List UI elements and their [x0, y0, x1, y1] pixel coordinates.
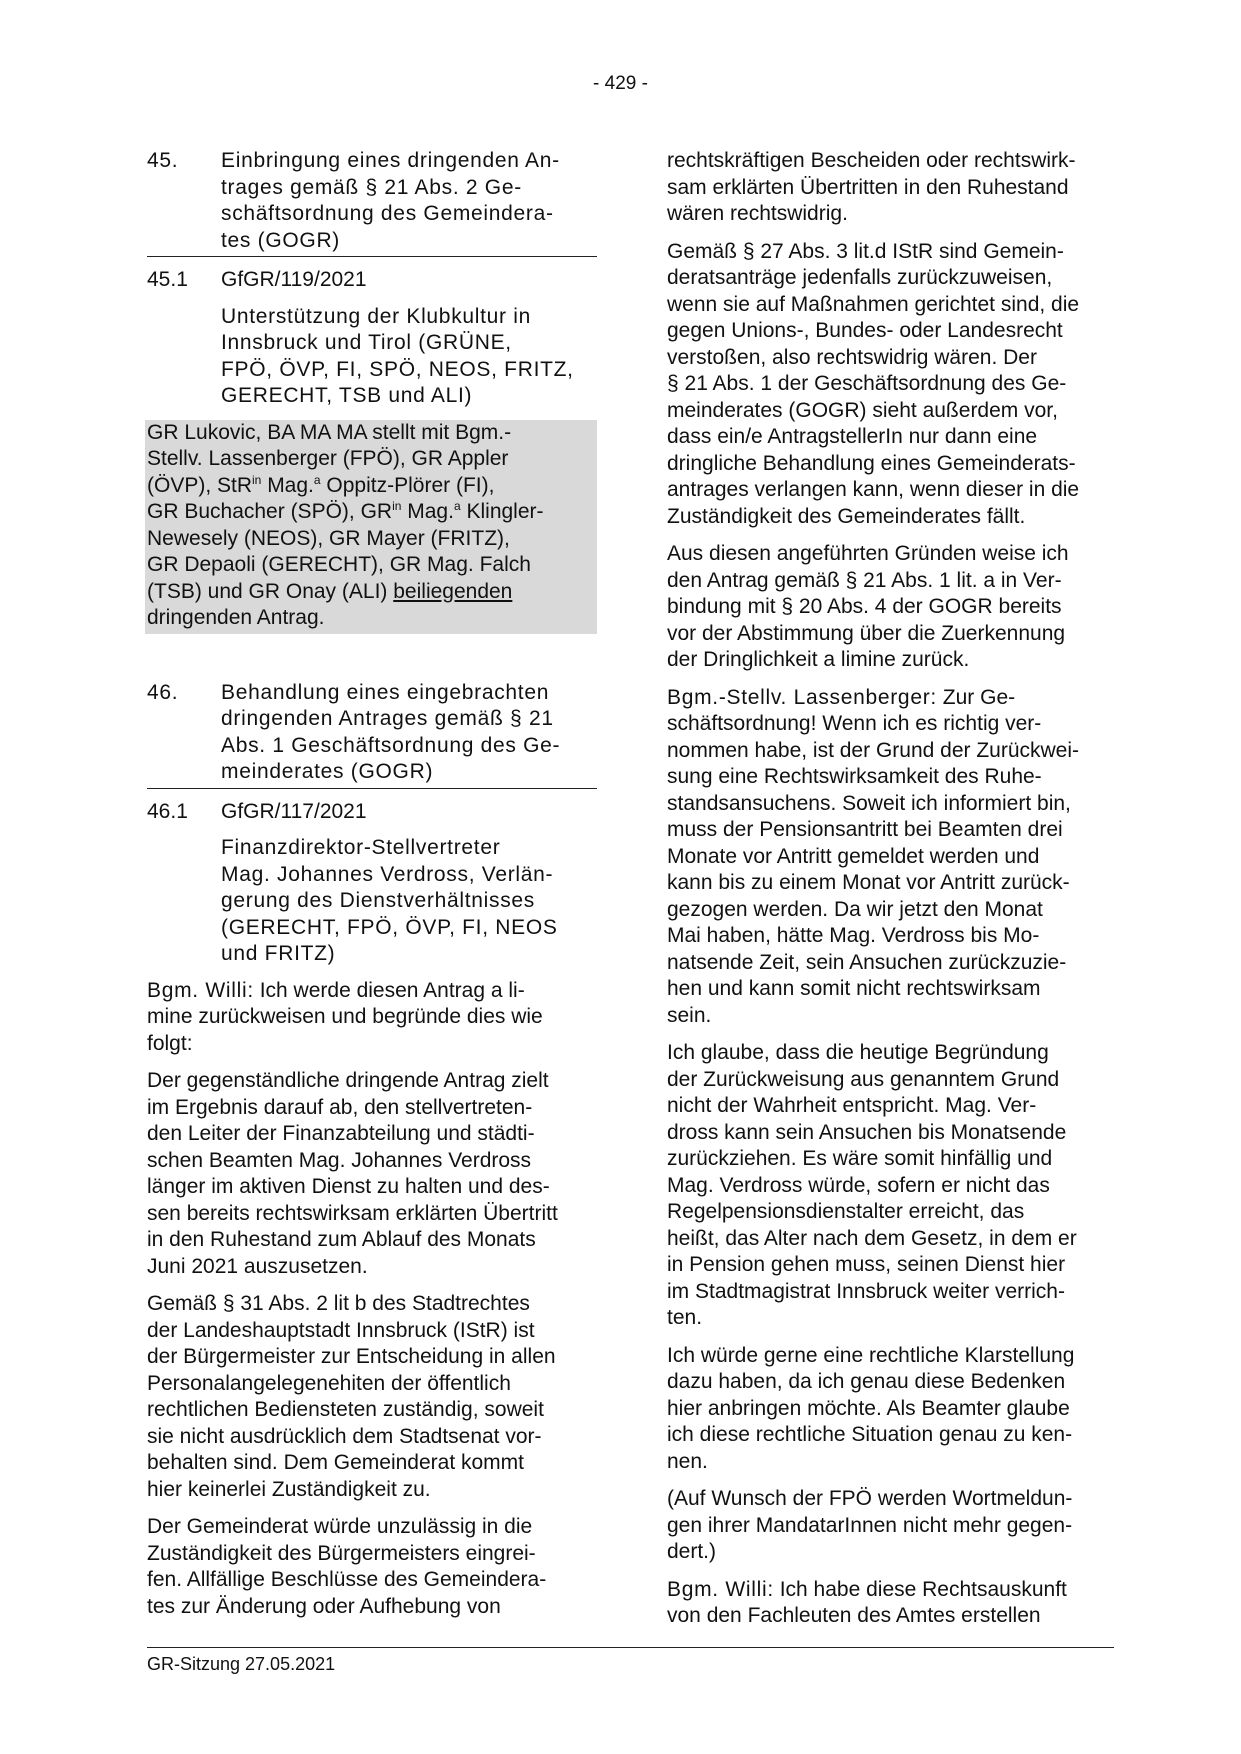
body-paragraph — [147, 1291, 597, 1503]
text-line: hier anbringen möchte. Als Beamter glaube — [667, 1396, 1070, 1420]
item-title-line: meinderates (GOGR) — [221, 760, 434, 783]
speech-paragraph — [667, 685, 1114, 1030]
text-line: Regelpensionsdienstalter erreicht, das — [667, 1200, 1025, 1223]
text-line: folgt: — [147, 1031, 193, 1055]
text-line: mine zurückweisen und begründe dies wie — [147, 1005, 543, 1028]
speech-paragraph — [147, 978, 597, 1058]
body-paragraph — [147, 1514, 597, 1620]
sub-item-46-1 — [147, 799, 597, 826]
item-title — [221, 148, 597, 254]
text-line: Gemäß § 31 Abs. 2 lit b des Stadtrechtes — [147, 1292, 530, 1315]
text-line: der Zurückweisung aus genanntem Grund — [667, 1067, 1060, 1091]
agenda-item-45 — [147, 148, 597, 256]
text-line: nicht der Wahrheit entspricht. Mag. Ver- — [667, 1094, 1037, 1117]
text-line: vor der Abstimmung über die Zuerkennung — [667, 621, 1066, 645]
sub-item-code: GfGR/117/2021 — [221, 799, 367, 823]
shaded-line: GR Depaoli (GERECHT), GR Mag. Falch — [147, 553, 531, 576]
motion-title-line: Mag. Johannes Verdross, Verlän- — [221, 862, 554, 886]
text-line: im Ergebnis darauf ab, den stellvertreten- — [147, 1095, 533, 1119]
text-line: nommen habe, ist der Grund der Zurückwei- — [667, 738, 1080, 762]
text-run: Klingler- — [460, 500, 544, 523]
text-line: behalten sind. Dem Gemeinderat kommt — [147, 1451, 525, 1474]
text-line: kann bis zu einem Monat vor Antritt zurück- — [667, 871, 1070, 894]
body-paragraph — [667, 1343, 1114, 1476]
item-title-line: tes (GOGR) — [221, 228, 341, 252]
text-line: hier keinerlei Zuständigkeit zu. — [147, 1477, 431, 1501]
motion-title-line: Innsbruck und Tirol (GRÜNE, — [221, 331, 512, 354]
sub-item-number: 45.1 — [147, 268, 188, 291]
text-line: den Antrag gemäß § 21 Abs. 1 lit. a in Ver- — [667, 568, 1062, 592]
text-line: im Stadtmagistrat Innsbruck weiter verrich- — [667, 1279, 1065, 1303]
shaded-line: Stellv. Lassenberger (FPÖ), GR Appler — [147, 447, 509, 470]
text-line: dazu haben, da ich genau diese Bedenken — [667, 1370, 1066, 1393]
text-line: Juni 2021 auszusetzen. — [147, 1254, 368, 1278]
section-divider — [147, 256, 597, 257]
text-line: gen ihrer MandatarInnen nicht mehr gegen- — [667, 1513, 1073, 1537]
shaded-line — [147, 499, 593, 526]
text-line: Gemäß § 27 Abs. 3 lit.d IStR sind Gemein- — [667, 239, 1064, 263]
speaker-name: Bgm. Willi: — [667, 1577, 774, 1601]
item-title — [221, 680, 597, 786]
sub-item-code: GfGR/119/2021 — [221, 268, 367, 291]
text-line: sen bereits rechtswirksam erklärten Übertritt — [147, 1201, 558, 1225]
right-column — [667, 148, 1114, 1641]
motion-title-line: Unterstützung der Klubkultur in — [221, 304, 532, 328]
text-line: standsansuchens. Soweit ich informiert bin, — [667, 791, 1071, 815]
text-line: sam erklärten Übertritten in den Ruhestand — [667, 175, 1069, 199]
text-run: (ÖVP), StR — [147, 473, 253, 497]
text-line: hen und kann somit nicht rechtswirksam — [667, 977, 1041, 1000]
section-divider — [147, 788, 597, 789]
text-line: der Landeshauptstadt Innsbruck (IStR) ist — [147, 1318, 535, 1342]
footer-divider — [147, 1647, 1114, 1648]
text-line: antrages verlangen kann, wenn dieser in die — [667, 478, 1080, 501]
text-line: gezogen werden. Da wir jetzt den Monat — [667, 897, 1043, 921]
sub-item-number: 46.1 — [147, 799, 188, 823]
text-line: tes zur Änderung oder Aufhebung von — [147, 1594, 501, 1618]
text-line: § 21 Abs. 1 der Geschäftsordnung des Ge- — [667, 372, 1067, 395]
text-run: (TSB) und GR Onay (ALI) — [147, 579, 394, 603]
text-line: Personalangelegenehiten der öffentlich — [147, 1371, 511, 1395]
body-paragraph — [667, 541, 1114, 674]
text-line: sie nicht ausdrücklich dem Stadtsenat vor- — [147, 1424, 542, 1448]
motion-title-line: (GERECHT, FPÖ, ÖVP, FI, NEOS — [221, 915, 558, 939]
shaded-line — [147, 473, 593, 500]
text-line: Zuständigkeit des Bürgermeisters eingrei- — [147, 1541, 536, 1565]
footer-session-date: GR-Sitzung 27.05.2021 — [147, 1654, 336, 1674]
text-line: Zuständigkeit des Gemeinderates fällt. — [667, 504, 1026, 528]
text-line: (Auf Wunsch der FPÖ werden Wortmeldun- — [667, 1487, 1073, 1510]
item-number: 46. — [147, 680, 179, 704]
text-line: heißt, das Alter nach dem Gesetz, in dem er — [667, 1226, 1077, 1250]
item-title-line: dringenden Antrages gemäß § 21 — [221, 707, 554, 730]
text-line: gegen Unions-, Bundes- oder Landesrecht — [667, 319, 1063, 342]
body-paragraph — [667, 239, 1114, 531]
motion-title-line: und FRITZ) — [221, 942, 336, 965]
text-run: Oppitz-Plörer (FI), — [320, 473, 495, 497]
speaker-name: Bgm. Willi: — [147, 978, 254, 1002]
text-line: wenn sie auf Maßnahmen gerichtet sind, die — [667, 292, 1080, 316]
text-line: wären rechtswidrig. — [667, 202, 848, 225]
text-line: dass ein/e AntragstellerIn nur dann eine — [667, 425, 1038, 448]
text-line: in Pension gehen muss, seinen Dienst hier — [667, 1253, 1066, 1276]
text-line: sung eine Rechtswirksamkeit des Ruhe- — [667, 765, 1042, 788]
text-line: schäftsordnung! Wenn ich es richtig ver- — [667, 712, 1042, 735]
text-line: den Leiter der Finanzabteilung und städti- — [147, 1122, 535, 1145]
body-paragraph — [667, 1486, 1114, 1566]
superscript: in — [392, 499, 402, 513]
text-line: Aus diesen angeführten Gründen weise ich — [667, 542, 1069, 565]
speech-paragraph — [667, 1577, 1114, 1630]
text-line: Ich glaube, dass die heutige Begründung — [667, 1041, 1049, 1064]
text-line: der Bürgermeister zur Entscheidung in allen — [147, 1345, 556, 1368]
text-line: Ich werde diesen Antrag a li- — [253, 978, 525, 1002]
text-line: rechtlichen Bediensteten zuständig, soweit — [147, 1398, 544, 1421]
text-line: fen. Allfällige Beschlüsse des Gemeindera- — [147, 1568, 547, 1591]
text-line: deratsanträge jedenfalls zurückzuweisen, — [667, 266, 1053, 289]
text-line: dert.) — [667, 1540, 717, 1563]
text-line: schen Beamten Mag. Johannes Verdross — [147, 1148, 532, 1172]
item-title-line: Behandlung eines eingebrachten — [221, 680, 550, 704]
motion-title-line: FPÖ, ÖVP, FI, SPÖ, NEOS, FRITZ, — [221, 357, 574, 381]
text-line: Der gegenständliche dringende Antrag zielt — [147, 1069, 549, 1092]
shaded-line — [147, 579, 593, 606]
text-run: Mag. — [401, 500, 454, 523]
motion-title — [221, 835, 597, 968]
page-number: - 429 - — [593, 73, 648, 94]
text-line: Mag. Verdross würde, sofern er nicht das — [667, 1173, 1050, 1197]
left-column — [147, 148, 597, 1631]
text-line: in den Ruhestand zum Ablauf des Monats — [147, 1228, 536, 1251]
text-line: länger im aktiven Dienst zu halten und des- — [147, 1175, 550, 1198]
text-line: meinderates (GOGR) sieht außerdem vor, — [667, 398, 1058, 422]
motion-title — [221, 304, 597, 410]
text-line: Ich habe diese Rechtsauskunft — [773, 1577, 1067, 1601]
sub-item-45-1 — [147, 267, 597, 294]
text-run: Mag. — [261, 473, 314, 497]
text-line: ten. — [667, 1306, 703, 1329]
item-title-line: schäftsordnung des Gemeindera- — [221, 202, 554, 225]
text-line: muss der Pensionsantritt bei Beamten drei — [667, 818, 1063, 841]
text-line: natsende Zeit, sein Ansuchen zurückzuzie- — [667, 950, 1067, 974]
body-paragraph — [667, 148, 1114, 228]
body-paragraph — [147, 1068, 597, 1280]
motion-title-line: gerung des Dienstverhältnisses — [221, 889, 535, 912]
text-line: rechtskräftigen Bescheiden oder rechtswirk- — [667, 149, 1076, 172]
text-line: dringliche Behandlung eines Gemeinderats- — [667, 451, 1076, 475]
text-line: Mai haben, hätte Mag. Verdross bis Mo- — [667, 924, 1040, 947]
agenda-item-46 — [147, 680, 597, 788]
text-line: ich diese rechtliche Situation genau zu ken- — [667, 1423, 1073, 1446]
text-run: GR Buchacher (SPÖ), GR — [147, 500, 393, 523]
text-line: von den Fachleuten des Amtes erstellen — [667, 1604, 1041, 1627]
text-line: Zur Ge- — [936, 685, 1016, 709]
text-line: Monate vor Antritt gemeldet werden und — [667, 844, 1040, 868]
item-title-line: trages gemäß § 21 Abs. 2 Ge- — [221, 175, 522, 199]
text-line: bindung mit § 20 Abs. 4 der GOGR bereits — [667, 595, 1062, 618]
shaded-line: GR Lukovic, BA MA MA stellt mit Bgm.- — [147, 420, 512, 444]
item-number: 45. — [147, 149, 179, 172]
text-line: der Dringlichkeit a limine zurück. — [667, 648, 970, 671]
speaker-name: Bgm.-Stellv. Lassenberger: — [667, 685, 937, 709]
text-line: nen. — [667, 1449, 708, 1473]
text-line: verstoßen, also rechtswidrig wären. Der — [667, 345, 1037, 369]
item-title-line: Einbringung eines dringenden An- — [221, 149, 560, 172]
text-line: dross kann sein Ansuchen bis Monatsende — [667, 1120, 1067, 1144]
superscript: a — [453, 499, 461, 513]
shaded-motion-box — [145, 420, 597, 634]
superscript: in — [252, 472, 262, 487]
motion-title-line: GERECHT, TSB und ALI) — [221, 384, 473, 407]
text-line: Der Gemeinderat würde unzulässig in die — [147, 1515, 533, 1538]
body-paragraph — [667, 1040, 1114, 1332]
shaded-line: Newesely (NEOS), GR Mayer (FRITZ), — [147, 526, 510, 550]
underlined-text: beiliegenden — [393, 579, 513, 603]
motion-title-line: Finanzdirektor-Stellvertreter — [221, 836, 501, 859]
superscript: a — [313, 472, 321, 487]
text-line: Ich würde gerne eine rechtliche Klarstellung — [667, 1343, 1075, 1367]
text-line: sein. — [667, 1003, 712, 1027]
shaded-line: dringenden Antrag. — [147, 606, 325, 629]
text-line: zurückziehen. Es wäre somit hinfällig und — [667, 1147, 1053, 1170]
item-title-line: Abs. 1 Geschäftsordnung des Ge- — [221, 733, 561, 757]
